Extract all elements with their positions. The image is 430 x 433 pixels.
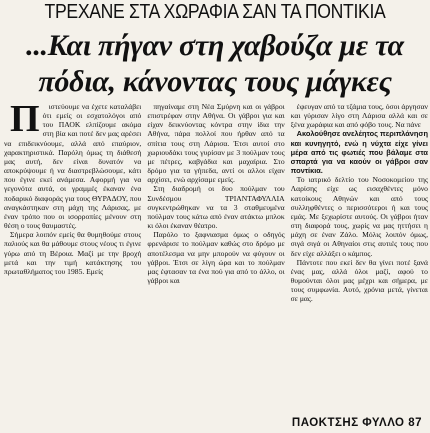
paragraph-bold: Ακολούθησε ανελέητος περιπλάνηση και κυνηγητό, ενώ η νύχτα είχε γίνει μέρα από τις φωτιές που βάλαμε στα σπαρτά για να καούν οι γάβροι σαν ποντίκια. <box>290 129 428 176</box>
drop-cap: Π <box>10 102 40 140</box>
headline-line-1: ...Και πήγαν στη χαβούζα με τα <box>26 29 404 62</box>
paragraph: Στη διαδρομή οι δυο πούλμαν του Συνδέσμου ΤΡΙΑΝΤΑΦΥΛΛΙΑ συγκεντρώθηκαν να τα 3 σταθμευμένα πούλμαν τους κάτω από έναν ατάκτω μπλοκ κι όλοι έκαναν θέατρο. <box>147 184 285 231</box>
paragraph: Παρόλο το ξαφνιασμα όμως ο οδηγός φρενάρισε το πούλμαν καθώς στο δρόμο με αποτέλεσμα να μην μπορούν να φύγουν οι γάβροι. Έτσι σε λίγη ώρα και το πούλμαν μας έφτασαν τα ένα πού για από το άλλο, οι γάβροι και <box>147 230 285 285</box>
paragraph: πηγαίναμε στη Νέα Σμύρνη και οι γάβροι επιστρέφαν στην Αθήνα. Οι γάβροι για και είχαν δεικνύοντας κόντρα στην ίδια την Αθήνα, πάρα πολλοί που ήρθαν από τα σπίτια τους στη Λάρισα. Έτσι αυτοί στο χωριουδάκι τους γυρίσαν με 3 πούλμαν τους με πέτρες, καβγάδια και μαχαίρια. Στο δρόμο για τα γήπεδα, αντί οι αλλοι είχαν αρχίσει, ενώ αρχίσαμε εμείς. <box>147 102 285 185</box>
headline-line-2: πόδια, κάνοντας τους μάγκες <box>38 65 392 98</box>
paragraph: Πάντοτε που εκεί δεν θα γίνει ποτέ ξανά ένας μας, αλλά όλοι μαζί, αφού το θυμούνται όλοι μας μέχρι και σήμερα, με τους συμφωνία. Αυτό, χρόνια μετά, γίνεται σε μας. <box>290 257 428 304</box>
paragraph-text: ιστεύουμε να έχετε καταλάβει ότι εμείς οι εσχατολόγοι από του ΠΑΟΚ ελπίζουμε ακόμα στη βία και ποτέ δεν μας αρέσει να επιδεικνύουμε, αλλά από επαύριον, χαρακτηριστικά. Παρόλη όμως τη διάθεσή μας αυτή, δεν είναι δυνατόν να αποκρύψουμε ή να διαστρεβλώσουμε, κάτι που έγινε εκεί ανάμεσα. Αφορμή για να γεγονότα αυτά, οι γραμμές έκαναν ένα ποδαρικό διαφοράς για τους ΘΥΡΑΔΟΥ, που αναγκάστηκαν στη μάχη της Λάρισας, με έναν τρόπο που οι ισορροπίες μένουν στη θέση ο τους θαυμαστές. <box>4 102 142 231</box>
article-column-3 <box>291 102 428 410</box>
publication-footer: ΠΑΟΚΤΣΗΣ ΦΥΛΛΟ 87 <box>291 417 422 429</box>
article-column-1 <box>4 102 141 410</box>
article-body <box>4 102 428 410</box>
paragraph: έφευγαν από τα τζάμια τους, όσοι άργησαν και γύρισαν λίγο στη Λάρισα αλλά και σε ξένα χωράφια και από φόβο τους. Να πάνε <box>290 102 428 130</box>
paragraph: Το ιατρικό δελτίο του Νοσοκομείου της Λαρίσης είχε ως εισαχθέντες μόνο κατοίκους Αθηνών και από τους συλληφθέντες ο περισσότεροι ή και τους εμάς. Με ξεχωρίστε αυτούς. Οι γάβροι ήταν στη διαφορά τους, χωρίς να μας ηττήσει η μάχη σε έναν Ζάλο. Μόλις λοιπόν όμως, σιγά σιγά οι Αθηναίοι στις αυτιές τους που δεν είχε αλλάξει ο κάμπος. <box>290 175 428 258</box>
article-headline <box>0 28 430 100</box>
article-column-2 <box>147 102 284 410</box>
kicker-title: ΤΡΕΧΑΝΕ ΣΤΑ ΧΩΡΑΦΙΑ ΣΑΝ ΤΑ ΠΟΝΤΙΚΙΑ <box>44 0 386 23</box>
paragraph: Σήμερα λοιπόν εμείς θα θυμηθούμε στους παλιούς και θα μάθουμε στους νέους τι έγινε γύρω από τη Βέροια. Μαζί με την βροχή μετά και την τιμή κατάκτησης του πρωταθλήματος του 1985. Εμείς <box>4 230 142 276</box>
paragraph <box>4 102 141 230</box>
